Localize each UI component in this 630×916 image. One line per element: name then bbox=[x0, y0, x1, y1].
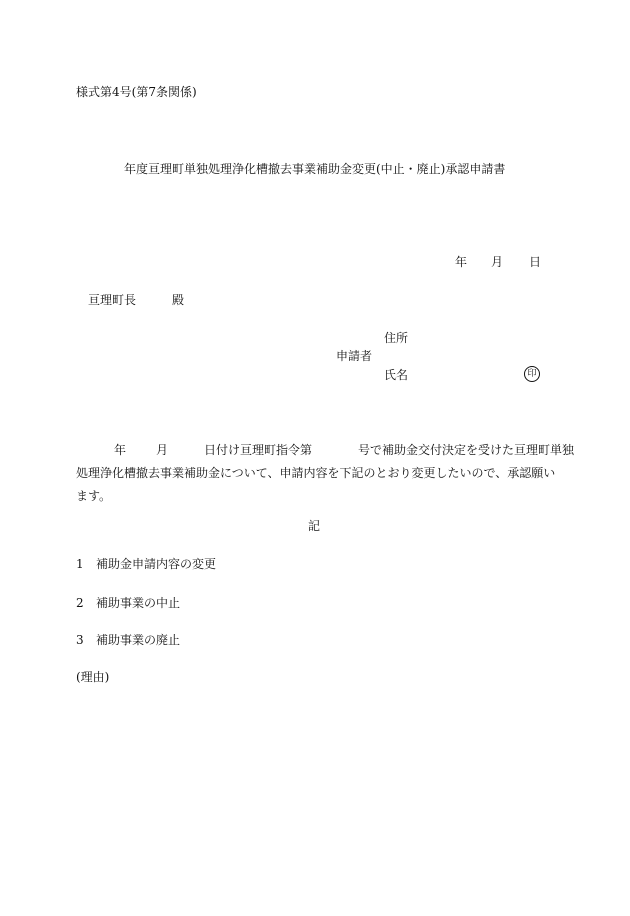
ki-heading: 記 bbox=[308, 519, 321, 533]
body-line-2: 処理浄化槽撤去事業補助金について、申請内容を下記のとおり変更したいので、承認願い bbox=[76, 466, 556, 480]
addressee bbox=[88, 292, 184, 308]
applicant-label: 申請者 bbox=[336, 349, 373, 363]
date-day-label: 日 bbox=[529, 255, 542, 269]
addressee-name: 亘理町長 bbox=[88, 293, 137, 307]
item-label: 補助事業の廃止 bbox=[96, 633, 181, 647]
list-item bbox=[76, 556, 216, 572]
item-label: 補助金申請内容の変更 bbox=[96, 557, 217, 571]
item-number: 2 bbox=[76, 596, 84, 610]
item-number: 1 bbox=[76, 557, 84, 571]
body-paragraph bbox=[76, 439, 575, 508]
reason-label: (理由) bbox=[76, 670, 110, 684]
list-item bbox=[76, 632, 180, 648]
body-line-1 bbox=[76, 439, 575, 462]
date-year-label: 年 bbox=[455, 255, 468, 269]
body-month-label: 月 bbox=[156, 443, 169, 457]
addressee-honorific: 殿 bbox=[172, 293, 185, 307]
body-line1-mid: 日付け亘理町指令第 bbox=[204, 443, 313, 457]
body-year-label: 年 bbox=[114, 443, 127, 457]
form-number: 様式第4号(第7条関係) bbox=[76, 85, 197, 99]
address-label: 住所 bbox=[384, 331, 409, 345]
date-line bbox=[455, 254, 541, 270]
list-item bbox=[76, 595, 180, 611]
seal-mark: 印 bbox=[524, 366, 540, 382]
date-month-label: 月 bbox=[491, 255, 504, 269]
item-number: 3 bbox=[76, 633, 84, 647]
body-line1-end: 号で補助金交付決定を受けた亘理町単独 bbox=[358, 443, 575, 457]
document-title: 年度亘理町単独処理浄化槽撤去事業補助金変更(中止・廃止)承認申請書 bbox=[124, 162, 506, 176]
name-label: 氏名 bbox=[384, 368, 409, 382]
body-line-3: ます。 bbox=[76, 489, 112, 503]
item-label: 補助事業の中止 bbox=[96, 596, 181, 610]
